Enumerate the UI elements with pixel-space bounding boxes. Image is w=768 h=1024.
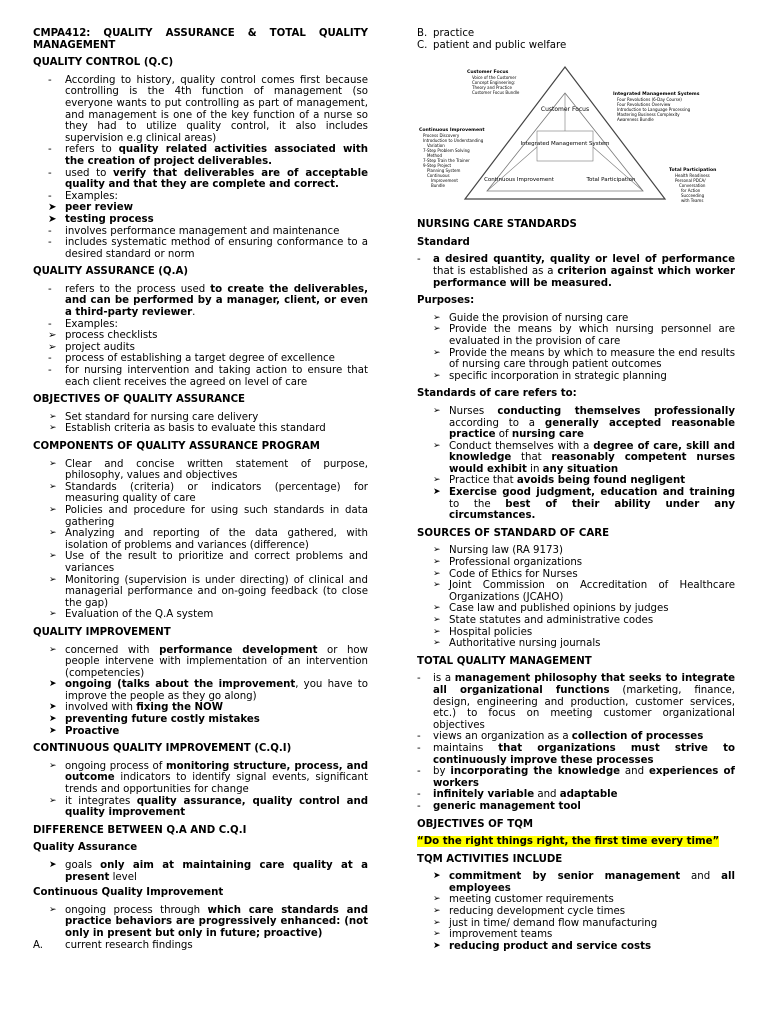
list-item: - by incorporating the knowledge and experiences of workers — [417, 766, 735, 789]
qc-list — [33, 75, 368, 261]
list-item: ➤ preventing future costly mistakes — [49, 714, 260, 726]
ci-line: Continuous — [427, 173, 450, 179]
cf-title: Customer Focus — [467, 70, 509, 76]
ci-title: Continuous Improvement — [419, 128, 485, 134]
list-item: ➢ ongoing process through which care standards and practice behaviors are progressively enhanced: (not only in present but only in future; proactive) — [49, 904, 368, 939]
list-item: - used to verify that deliverables are of acceptable quality and that they are complete and correct. — [48, 167, 368, 191]
list-item: ➤ reducing product and service costs — [433, 940, 652, 952]
tp-line: Succeeding — [681, 193, 705, 199]
list-item: - maintains that organizations must strive to continuously improve these processes — [417, 742, 736, 766]
list-item: - According to history, quality control comes first because controlling is the 4th function of management (so everyone wants to put controlling as part of management, and management is one of the key function of a nurse so they had to utilize quality control, it also includes supervision e.g clinical areas) — [48, 74, 368, 144]
ims-line: Awareness Bundle — [617, 117, 654, 123]
ci-line: Method — [427, 153, 443, 159]
qi-heading: QUALITY IMPROVEMENT — [33, 626, 171, 638]
list-item: - involves performance management and maintenance — [48, 225, 340, 237]
document-title: CMPA412: QUALITY ASSURANCE & TOTAL QUALITY MANAGEMENT — [33, 28, 368, 51]
list-item: ➢ specific incorporation in strategic planning — [433, 370, 667, 382]
components-list — [33, 459, 368, 621]
list-item: - is a management philosophy that seeks to integrate all organizational functions (marketing, finance, design, engineering and production, customer services, etc.) to focus on meeting customer organizational objectives — [417, 673, 736, 731]
difference-heading: DIFFERENCE BETWEEN Q.A AND C.Q.I — [33, 824, 247, 836]
list-item: ➢ reducing development cycle times — [433, 906, 626, 918]
tqm-list — [417, 673, 735, 812]
qa-heading: QUALITY ASSURANCE (Q.A) — [33, 266, 188, 278]
list-item: - generic management tool — [417, 800, 581, 812]
qc-heading: QUALITY CONTROL (Q.C) — [33, 57, 174, 69]
tqm-activities-heading: TQM ACTIVITIES INCLUDE — [417, 853, 563, 865]
soc-subheading: Standards of care refers to: — [417, 388, 577, 400]
objectives-qa-list — [33, 412, 368, 435]
list-item: ➢ Policies and procedure for using such standards in data gathering — [49, 504, 368, 528]
list-item: ➤ ongoing (talks about the improvement, you have to improve the people as they go along) — [49, 679, 368, 702]
ims-title: Integrated Management Systems — [613, 92, 700, 98]
tp-line: Health Readiness — [675, 173, 710, 179]
list-item: - process of establishing a target degree of excellence — [48, 353, 335, 365]
ci-line: 9-Step Project — [423, 163, 452, 169]
list-item: - infinitely variable and adaptable — [417, 789, 618, 801]
standard-subheading: Standard — [417, 236, 470, 248]
cqi-sources-continued — [417, 28, 735, 51]
ncs-heading: NURSING CARE STANDARDS — [417, 219, 577, 231]
list-item: ➢ Guide the provision of nursing care — [433, 312, 629, 324]
list-item: ➢ Nursing law (RA 9173) — [433, 545, 563, 557]
cf-line: Customer Focus Bundle — [472, 90, 520, 96]
tqm-activities-list — [417, 871, 735, 952]
tp-line: for Action — [681, 188, 701, 194]
list-item: ➢ project audits — [48, 341, 135, 353]
list-item: ➢ Analyzing and reporting of the data gathered, with isolation of problems and variances (difference) — [49, 528, 368, 551]
qa-list — [33, 284, 368, 388]
ci-line: Process Discovery — [423, 133, 460, 139]
objectives-qa-heading: OBJECTIVES OF QUALITY ASSURANCE — [33, 394, 246, 406]
list-item: ➢ Establish criteria as basis to evaluate this standard — [49, 423, 326, 435]
qi-list — [33, 645, 368, 738]
list-item: ➢ State statutes and administrative codes — [433, 615, 654, 626]
list-item: ➤ goals only aim at maintaining care quality at a present level — [49, 860, 368, 883]
cqi-diff-list — [33, 905, 368, 940]
list-item: ➢ Professional organizations — [433, 557, 583, 569]
cf-line: Theory and Practice — [472, 85, 512, 91]
list-item: ➢ Provide the means by which nursing personnel are evaluated in the provision of care — [433, 324, 735, 347]
purposes-list — [417, 313, 735, 383]
ims-line: Four Revolutions Overview — [617, 102, 671, 108]
list-item: ➤ commitment by senior management and all employees — [433, 871, 735, 894]
ci-line: Introduction to Understanding — [423, 138, 484, 144]
list-item: ➢ Joint Commission on Accreditation of Healthcare Organizations (JCAHO) — [433, 580, 735, 603]
inner-label-top: Customer Focus — [540, 106, 590, 114]
list-item: ➢ Practice that avoids being found negligent — [433, 475, 686, 487]
list-item: ➢ it integrates quality assurance, quality control and quality improvement — [49, 795, 368, 819]
tqm-objective-quote: “Do the right things right, the first time every time” — [417, 836, 720, 848]
list-item: ➢ Authoritative nursing journals — [433, 638, 601, 650]
list-item: ➢ Hospital policies — [433, 626, 533, 638]
cf-line: Concept Engineering: — [472, 80, 516, 86]
list-item: ➢ Set standard for nursing care delivery — [49, 411, 259, 423]
cqi-subheading: Continuous Quality Improvement — [33, 887, 224, 899]
list-item: - refers to the process used to create the deliverables, and can be performed by a manager, client, or even a third-party reviewer. — [48, 283, 368, 319]
sources-list — [417, 545, 735, 649]
inner-label-left: Continuous Improvement — [484, 177, 554, 184]
inner-label-center: Integrated Management System — [520, 141, 610, 148]
tp-line: with Teams — [681, 198, 704, 204]
inner-label-right: Total Participation — [586, 177, 636, 184]
list-item: ➢ Provide the means by which to measure the end results of nursing care through patient outcomes — [433, 347, 735, 371]
tp-line: Conversation — [679, 183, 706, 189]
list-item: ➤ testing process — [48, 213, 154, 225]
left-column — [33, 28, 368, 955]
components-heading: COMPONENTS OF QUALITY ASSURANCE PROGRAM — [33, 441, 320, 452]
ci-line: Bundle — [431, 183, 445, 189]
ci-line: 7-Step Problem Solving — [423, 148, 470, 154]
list-item: - views an organization as a collection of processes — [417, 731, 704, 743]
ci-line: Improvement — [431, 178, 458, 184]
list-item: - refers to quality related activities associated with the creation of project deliverables. — [48, 144, 368, 167]
list-item: - Examples: — [48, 190, 118, 202]
list-item: ➢ Code of Ethics for Nurses — [433, 568, 578, 580]
list-item: ➤ involved with fixing the NOW — [49, 702, 223, 714]
soc-list — [417, 406, 735, 522]
ci-line: Planning System — [427, 168, 461, 174]
cf-line: Voice of the Customer — [472, 75, 517, 81]
tqm-heading: TOTAL QUALITY MANAGEMENT — [417, 655, 592, 667]
tp-line: Personal PDCA/ — [675, 178, 706, 184]
tqm-objectives-heading: OBJECTIVES OF TQM — [417, 818, 534, 830]
list-item: ➢ Conduct themselves with a degree of care, skill and knowledge that reasonably competent nurses would exhibit in any situation — [433, 440, 736, 475]
standard-list — [417, 254, 735, 289]
qa-subheading: Quality Assurance — [33, 842, 138, 854]
list-item: C. patient and public welfare — [417, 39, 567, 51]
sources-heading: SOURCES OF STANDARD OF CARE — [417, 527, 610, 539]
list-item: ➢ process checklists — [48, 330, 158, 342]
list-item: ➢ Use of the result to prioritize and correct problems and variances — [49, 551, 368, 574]
right-column — [417, 28, 735, 956]
list-item: ➢ Monitoring (supervision is under directing) of clinical and managerial performance and on-going feedback (to close the gap) — [49, 574, 368, 609]
list-item: ➢ improvement teams — [433, 929, 553, 941]
list-item: ➢ Evaluation of the Q.A system — [49, 609, 214, 621]
list-item: A. current research findings — [33, 939, 193, 951]
qa-diff-list — [33, 860, 368, 883]
list-item: ➢ Clear and concise written statement of purpose, philosophy, values and objectives — [49, 458, 368, 482]
list-item: - for nursing intervention and taking action to ensure that each client receives the agreed on level of care — [48, 365, 368, 388]
list-item: - a desired quantity, quality or level of performance that is established as a criterion against which worker performance will be measured. — [417, 254, 735, 289]
list-item: - Examples: — [48, 318, 118, 330]
ims-line: Four Revolutions (6-Day Course) — [617, 97, 682, 103]
list-item: ➤ peer review — [48, 202, 134, 214]
tqm-triangle-diagram — [417, 59, 727, 209]
ci-line: Variation — [427, 143, 445, 149]
ims-line: Introduction to Language Processing — [617, 107, 691, 113]
list-item: B. practice — [417, 28, 475, 39]
cqi-list — [33, 761, 368, 819]
list-item: ➤ Exercise good judgment, education and training to the best of their ability under any circumstances. — [433, 487, 735, 522]
list-item: ➢ Case law and published opinions by judges — [433, 603, 669, 615]
purposes-subheading: Purposes: — [417, 295, 475, 307]
list-item: ➢ meeting customer requirements — [433, 894, 614, 906]
ci-line: 7-Step Train the Trainer — [423, 158, 470, 164]
tp-title: Total Participation — [669, 168, 717, 174]
list-item: - includes systematic method of ensuring conformance to a desired standard or norm — [48, 237, 368, 260]
list-item: ➢ ongoing process of monitoring structure, process, and outcome indicators to identify signal events, significant trends and opportunities for change — [49, 760, 368, 796]
cqi-heading: CONTINUOUS QUALITY IMPROVEMENT (C.Q.I) — [33, 743, 292, 755]
list-item: ➤ Proactive — [49, 725, 120, 737]
list-item: ➢ just in time/ demand flow manufacturing — [433, 917, 658, 929]
list-item: ➢ Nurses conducting themselves professionally according to a generally accepted reasonable practice of nursing care — [433, 405, 736, 441]
cqi-sources-list — [33, 940, 368, 952]
ims-line: Mastering Business Complexity — [617, 112, 680, 118]
list-item: ➢ Standards (criteria) or indicators (percentage) for measuring quality of care — [49, 481, 368, 505]
list-item: ➢ concerned with performance development or how people intervene with implementation of an intervention (competencies) — [49, 644, 368, 679]
